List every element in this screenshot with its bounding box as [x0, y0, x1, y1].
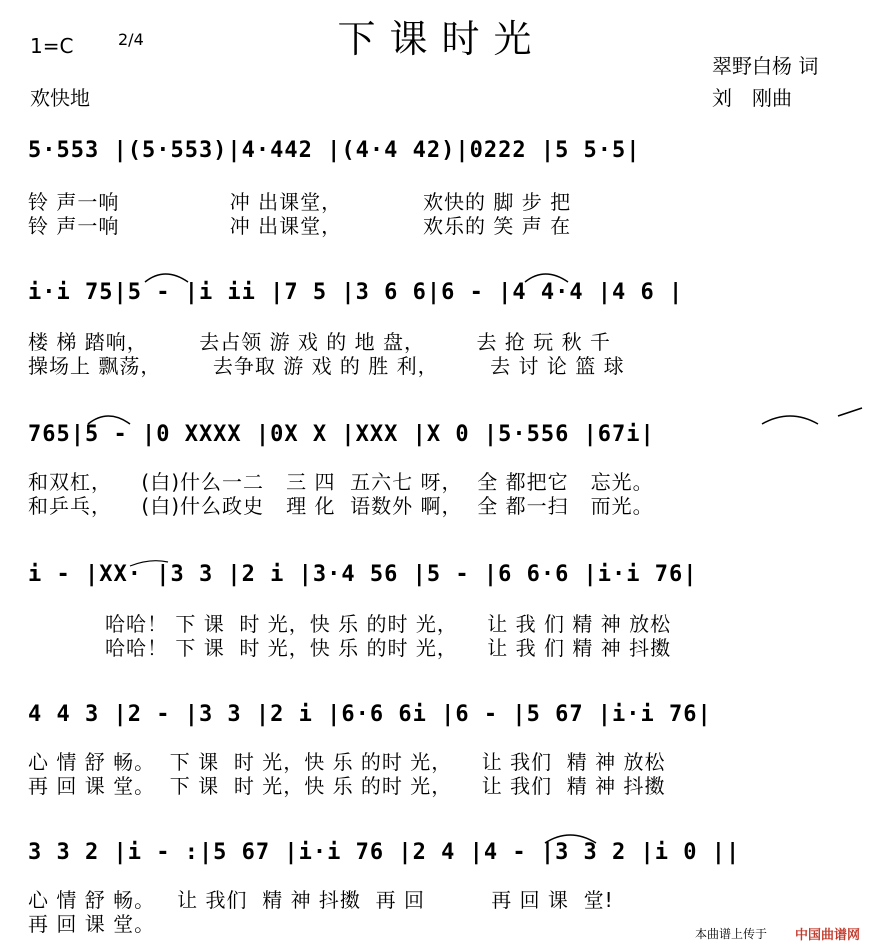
tie-6 [545, 835, 596, 843]
lyrics-line-6-verse-1: 心 情 舒 畅。 让 我们 精 神 抖擞 再 回 再 回 课 堂! [28, 888, 614, 912]
notation-line-3: 765|5 - |0 XXXX |0X X |XXX |X 0 |5·556 |67i| [28, 422, 655, 447]
lyricist-credit: 翠野白杨 词 [712, 54, 819, 78]
tie-5 [838, 408, 862, 416]
lyrics-line-5-verse-2: 再 回 课 堂。 下 课 时 光，快 乐 的时 光， 让 我们 精 神 抖擞 [28, 774, 666, 798]
lyrics-line-5-verse-1: 心 情 舒 畅。 下 课 时 光，快 乐 的时 光， 让 我们 精 神 放松 [28, 750, 666, 774]
notation-line-2: i·i 75|5 - |i ii |7 5 |3 6 6|6 - |4 4·4 |4 6 | [28, 280, 684, 305]
upload-credit: 本曲谱上传于 [695, 927, 768, 941]
lyrics-line-4-verse-2: 哈哈！ 下 课 时 光，快 乐 的时 光， 让 我 们 精 神 抖擞 [105, 636, 672, 660]
tie-1 [145, 274, 188, 282]
tie-4 [762, 416, 818, 424]
song-title: 下课时光 [337, 17, 546, 61]
site-logo-text[interactable]: 中国曲谱网 [795, 928, 861, 943]
lyrics-line-1-verse-1: 铃 声一响 冲 出课堂， 欢快的 脚 步 把 [28, 190, 572, 214]
notation-line-1: 5·553 |(5·553)|4·442 |(4·4 42)|0222 |5 5·5| [28, 138, 641, 163]
key-signature: 1=C [30, 34, 74, 58]
glissando-mark [130, 561, 168, 566]
lyrics-line-2-verse-2: 操场上 飘荡， 去争取 游 戏 的 胜 利， 去 讨 论 篮 球 [28, 354, 625, 378]
lyrics-line-2-verse-1: 楼 梯 踏响， 去占领 游 戏 的 地 盘， 去 抢 玩 秋 千 [28, 330, 611, 354]
lyrics-line-6-verse-2: 再 回 课 堂。 [28, 912, 156, 936]
notation-line-5: 4 4 3 |2 - |3 3 |2 i |6·6 6i |6 - |5 67 |i·i 76| [28, 702, 712, 727]
notation-line-4: i - |XX· |3 3 |2 i |3·4 56 |5 - |6 6·6 |i·i 76| [28, 562, 698, 587]
tie-2 [525, 274, 568, 282]
composer-credit: 刘 刚曲 [712, 86, 792, 110]
time-signature: 2/4 [118, 30, 144, 49]
lyrics-line-3-verse-2: 和乒乓， (白)什么政史 理 化 语数外 啊， 全 都一扫 而光。 [28, 494, 654, 518]
lyrics-line-4-verse-1: 哈哈！ 下 课 时 光，快 乐 的时 光， 让 我 们 精 神 放松 [105, 612, 672, 636]
lyrics-line-3-verse-1: 和双杠， (白)什么一二 三 四 五六七 呀， 全 都把它 忘光。 [28, 470, 654, 494]
lyrics-line-1-verse-2: 铃 声一响 冲 出课堂， 欢乐的 笑 声 在 [28, 214, 572, 238]
notation-line-6: 3 3 2 |i - :|5 67 |i·i 76 |2 4 |4 - |3 3 2 |i 0 || [28, 840, 741, 865]
tempo-marking: 欢快地 [30, 86, 90, 110]
tie-3 [88, 416, 130, 424]
